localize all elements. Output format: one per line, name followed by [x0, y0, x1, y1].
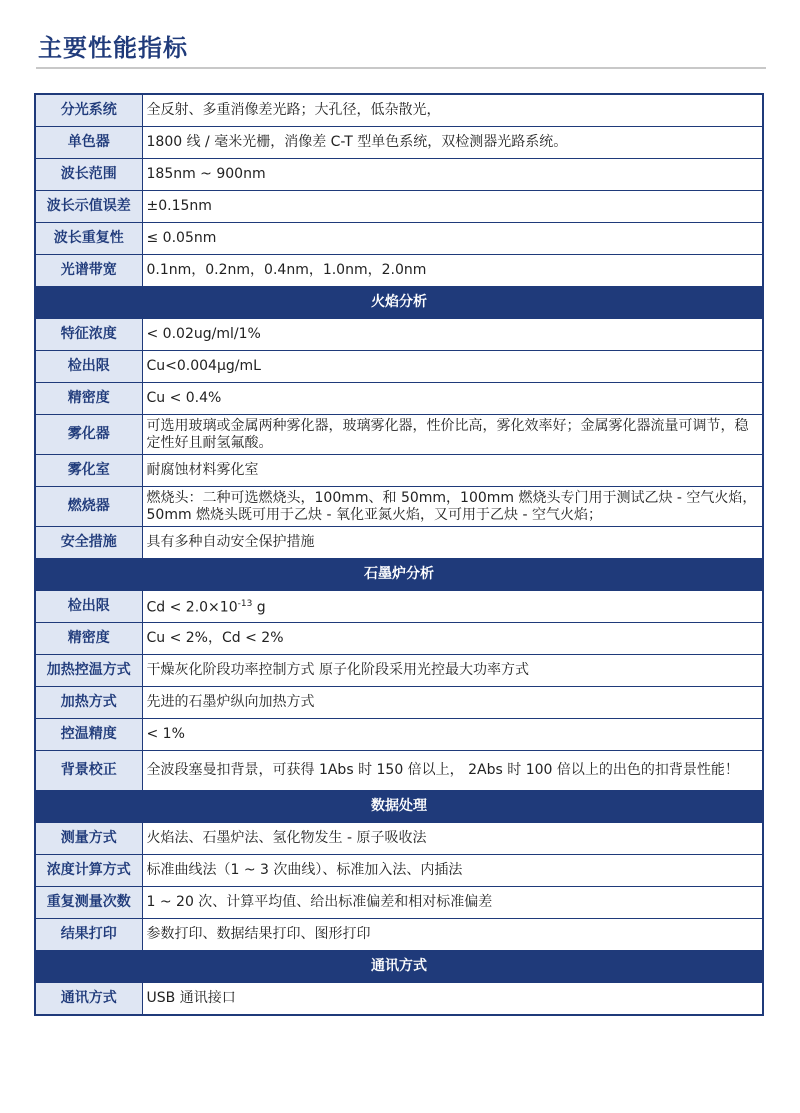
row-label: 单色器	[35, 127, 142, 159]
row-label: 浓度计算方式	[35, 855, 142, 887]
table-row	[35, 751, 763, 791]
row-label: 燃烧器	[35, 487, 142, 527]
row-label: 检出限	[35, 351, 142, 383]
table-row	[35, 823, 763, 855]
row-value: USB 通讯接口	[142, 983, 763, 1016]
table-row	[35, 919, 763, 951]
table-row	[35, 887, 763, 919]
row-value: 先进的石墨炉纵向加热方式	[142, 687, 763, 719]
row-label: 精密度	[35, 623, 142, 655]
row-label: 重复测量次数	[35, 887, 142, 919]
row-value: Cu < 2%，Cd < 2%	[142, 623, 763, 655]
table-row	[35, 623, 763, 655]
row-label: 分光系统	[35, 94, 142, 127]
row-value: 燃烧头：二种可选燃烧头，100mm、和 50mm，100mm 燃烧头专门用于测试乙炔 - 空气火焰，50mm 燃烧头既可用于乙炔 - 氧化亚氮火焰，又可用于乙炔 - 空气火焰；	[142, 487, 763, 527]
table-row	[35, 487, 763, 527]
section-title: 火焰分析	[35, 287, 763, 319]
row-label: 波长示值误差	[35, 191, 142, 223]
row-value: 1 ~ 20 次、计算平均值、给出标准偏差和相对标准偏差	[142, 887, 763, 919]
section-title: 通讯方式	[35, 951, 763, 983]
section-title: 石墨炉分析	[35, 559, 763, 591]
table-row	[35, 719, 763, 751]
section-header-flame	[35, 287, 763, 319]
section-title: 数据处理	[35, 791, 763, 823]
table-row	[35, 455, 763, 487]
row-label: 光谱带宽	[35, 255, 142, 287]
row-label: 特征浓度	[35, 319, 142, 351]
detection-prefix: Cd < 2.0×10	[146, 599, 238, 616]
row-label: 波长范围	[35, 159, 142, 191]
table-row	[35, 415, 763, 455]
detection-unit: g	[252, 599, 266, 616]
table-row	[35, 159, 763, 191]
table-row	[35, 94, 763, 127]
row-value: 标准曲线法（1 ~ 3 次曲线）、标准加入法、内插法	[142, 855, 763, 887]
row-label: 加热控温方式	[35, 655, 142, 687]
section-header-graphite	[35, 559, 763, 591]
section-header-communication	[35, 951, 763, 983]
table-row	[35, 983, 763, 1016]
row-value: 可选用玻璃或金属两种雾化器，玻璃雾化器，性价比高，雾化效率好；金属雾化器流量可调节，稳定性好且耐氢氟酸。	[142, 415, 763, 455]
table-row	[35, 351, 763, 383]
row-value: 参数打印、数据结果打印、图形打印	[142, 919, 763, 951]
row-label: 结果打印	[35, 919, 142, 951]
row-value: Cu<0.004μg/mL	[142, 351, 763, 383]
table-row	[35, 655, 763, 687]
table-row	[35, 855, 763, 887]
page-title: 主要性能指标	[38, 34, 188, 62]
row-label: 背景校正	[35, 751, 142, 791]
row-value: Cu < 0.4%	[142, 383, 763, 415]
table-row	[35, 223, 763, 255]
table-row	[35, 687, 763, 719]
row-value: 全波段塞曼扣背景，可获得 1Abs 时 150 倍以上， 2Abs 时 100 倍以上的出色的扣背景性能！	[142, 751, 763, 791]
row-label: 检出限	[35, 591, 142, 623]
row-value	[142, 591, 763, 623]
row-label: 通讯方式	[35, 983, 142, 1016]
row-label: 安全措施	[35, 527, 142, 559]
section-header-data-processing	[35, 791, 763, 823]
row-value: < 0.02ug/ml/1%	[142, 319, 763, 351]
table-row	[35, 255, 763, 287]
table-row	[35, 127, 763, 159]
row-value: 具有多种自动安全保护措施	[142, 527, 763, 559]
row-value: 火焰法、石墨炉法、氢化物发生 - 原子吸收法	[142, 823, 763, 855]
row-value: 0.1nm，0.2nm，0.4nm，1.0nm，2.0nm	[142, 255, 763, 287]
row-label: 精密度	[35, 383, 142, 415]
row-label: 加热方式	[35, 687, 142, 719]
spec-table	[34, 93, 764, 1016]
row-label: 雾化器	[35, 415, 142, 455]
row-label: 雾化室	[35, 455, 142, 487]
row-label: 波长重复性	[35, 223, 142, 255]
row-value: 全反射、多重消像差光路；大孔径，低杂散光，	[142, 94, 763, 127]
table-row	[35, 383, 763, 415]
row-value: < 1%	[142, 719, 763, 751]
table-row	[35, 527, 763, 559]
row-value: 1800 线 / 毫米光栅，消像差 C-T 型单色系统，双检测器光路系统。	[142, 127, 763, 159]
row-label: 控温精度	[35, 719, 142, 751]
title-divider	[36, 67, 766, 69]
row-label: 测量方式	[35, 823, 142, 855]
table-row	[35, 319, 763, 351]
row-value: 耐腐蚀材料雾化室	[142, 455, 763, 487]
row-value: 干燥灰化阶段功率控制方式 原子化阶段采用光控最大功率方式	[142, 655, 763, 687]
detection-exponent: -13	[237, 599, 253, 610]
row-value: ±0.15nm	[142, 191, 763, 223]
row-value: ≤ 0.05nm	[142, 223, 763, 255]
row-value: 185nm ~ 900nm	[142, 159, 763, 191]
table-row	[35, 191, 763, 223]
table-row	[35, 591, 763, 623]
